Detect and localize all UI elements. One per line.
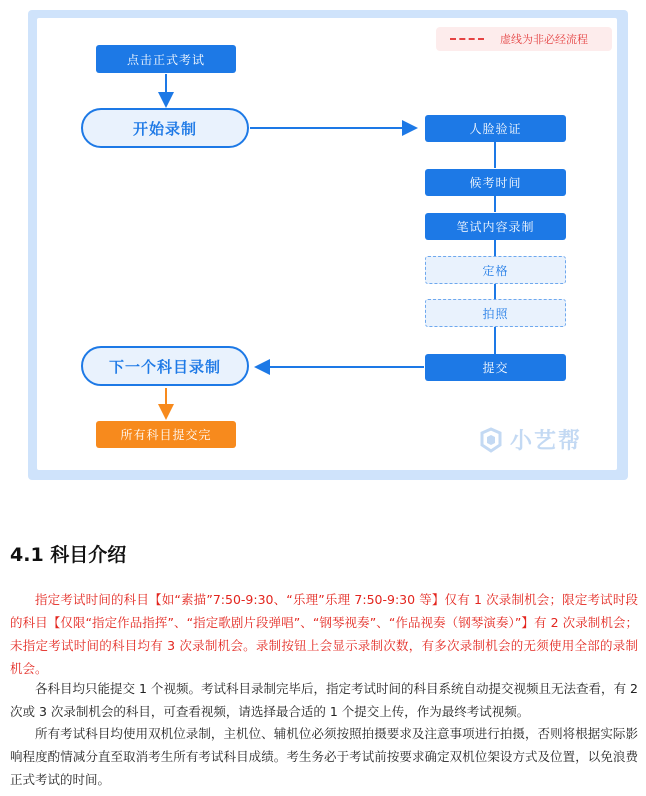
flowchart-canvas bbox=[37, 18, 617, 470]
step-start-record-label: 开始录制 bbox=[132, 119, 197, 138]
step-face-verify-label: 人脸验证 bbox=[469, 122, 522, 136]
watermark bbox=[478, 424, 582, 455]
step-next-subject-label: 下一个科目录制 bbox=[108, 357, 221, 376]
legend-note bbox=[436, 27, 612, 51]
section-heading: 4.1 科目介绍 bbox=[10, 544, 127, 566]
step-start-record bbox=[81, 108, 249, 148]
step-freeze-frame bbox=[425, 256, 566, 284]
step-all-submitted bbox=[96, 421, 236, 448]
step-freeze-frame-label: 定格 bbox=[482, 263, 509, 278]
xiaoyibang-logo-icon bbox=[478, 427, 504, 453]
paragraph-video-submission: 各科目均只能提交 1 个视频。考试科目录制完毕后，指定考试时间的科目系统自动提交视频且无法查看，有 2 次或 3 次录制机会的科目，可查看视频，请选择最合适的 1 个提交上传，作为最终考试视频。 bbox=[10, 681, 638, 719]
step-written-record-label: 笔试内容录制 bbox=[456, 220, 535, 234]
legend-text: 虚线为非必经流程 bbox=[500, 33, 588, 46]
step-click-exam-label: 点击正式考试 bbox=[126, 52, 205, 67]
watermark-text: 小艺帮 bbox=[510, 429, 583, 454]
dashed-line-legend-icon bbox=[450, 38, 484, 40]
step-click-exam bbox=[96, 45, 236, 73]
step-photo-label: 拍照 bbox=[482, 306, 509, 321]
step-next-subject bbox=[81, 346, 249, 386]
step-face-verify bbox=[425, 115, 566, 142]
step-written-record bbox=[425, 213, 566, 240]
paragraph-dual-camera: 所有考试科目均使用双机位录制，主机位、辅机位必须按照拍摄要求及注意事项进行拍摄，否则将根据实际影响程度酌情减分直至取消考生所有考试科目成绩。考生务必于考试前按要求确定双机位架设方式及位置，以免浪费正式考试的时间。 bbox=[10, 726, 638, 787]
step-all-submitted-label: 所有科目提交完 bbox=[120, 428, 212, 442]
step-submit-label: 提交 bbox=[482, 361, 509, 375]
step-wait-time bbox=[425, 169, 566, 196]
step-wait-time-label: 候考时间 bbox=[469, 176, 522, 190]
step-photo bbox=[425, 299, 566, 327]
paragraph-recording-chances: 指定考试时间的科目【如“素描”7:50-9:30、“乐理”乐理 7:50-9:30 等】仅有 1 次录制机会；限定考试时段的科目【仅限“指定作品指挥”、“指定歌剧片段弹唱”、“钢琴视奏”、“作品视奏（钢琴演奏）”】有 2 次录制机会；未指定考试时间的科目均有 3 次录制机会。录制按钮上会显示录制次数，有多次录制机会的无须使用全部的录制机会。 bbox=[10, 592, 638, 676]
step-submit bbox=[425, 354, 566, 381]
